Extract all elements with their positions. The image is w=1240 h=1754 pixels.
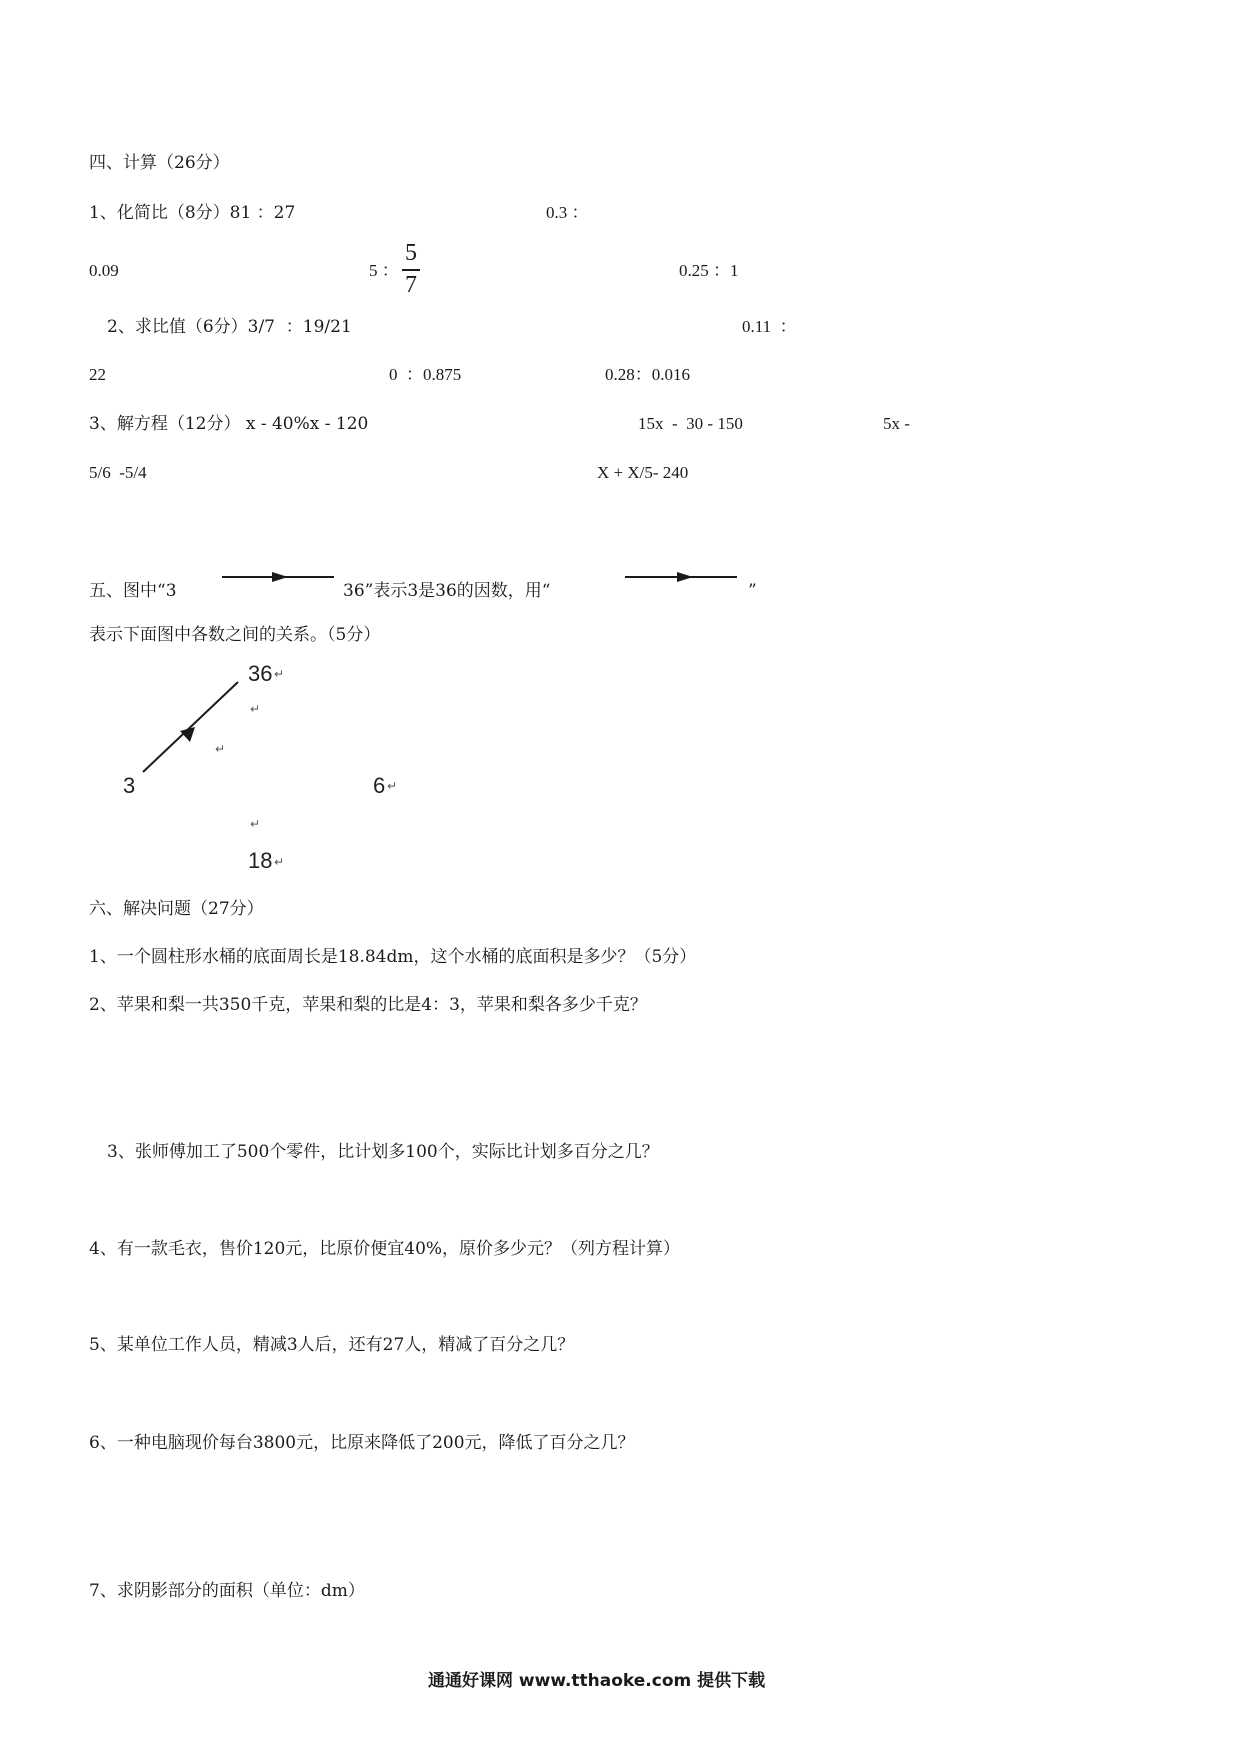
diagram-number-6: 6 bbox=[373, 773, 386, 798]
diagram-number-36: 36 bbox=[248, 661, 273, 686]
problem-3: 3、张师傅加工了500个零件，比计划多100个，实际比计划多百分之几？ bbox=[107, 1142, 659, 1162]
return-mark: ↵ bbox=[387, 779, 398, 793]
q1-label: 1、化简比（8分）81 ：27 bbox=[89, 203, 296, 223]
q3-item-d: 5/6 -5/4 bbox=[89, 463, 147, 482]
q3-item-b: 15x - 30 - 150 bbox=[638, 414, 743, 433]
return-mark: ↵ bbox=[215, 742, 226, 756]
problem-1: 1、一个圆柱形水桶的底面周长是18.84dm，这个水桶的底面积是多少？（5分） bbox=[89, 947, 697, 967]
q1-fraction-bar bbox=[402, 269, 420, 271]
section6-title: 六、解决问题（27分） bbox=[89, 899, 264, 919]
diagram-number-3: 3 bbox=[123, 773, 136, 798]
problem-7: 7、求阴影部分的面积（单位：dm） bbox=[89, 1581, 365, 1601]
q1-item-d: 5 ： bbox=[369, 261, 399, 280]
section5-line2: 表示下面图中各数之间的关系。（5分） bbox=[89, 625, 381, 645]
section4-title: 四、计算（26分） bbox=[89, 153, 230, 173]
q3-label: 3、解方程（12分） x - 40%x - 120 bbox=[89, 414, 369, 434]
return-mark: ↵ bbox=[250, 702, 261, 716]
q1-item-e: 0.25 ：1 bbox=[679, 261, 739, 280]
q3-item-c: 5x - bbox=[883, 414, 910, 433]
q2-item-e: 0.28：0.016 bbox=[605, 365, 690, 384]
q2-label: 2、求比值（6分）3/7 ：19/21 bbox=[107, 317, 352, 337]
q3-item-e: X + X/5- 240 bbox=[597, 463, 689, 482]
q2-item-b: 0.11 ： bbox=[742, 317, 797, 336]
diagram-number-18: 18 bbox=[248, 848, 273, 873]
notation-arrow-icon bbox=[625, 567, 745, 587]
q1-item-b: 0.3 ： bbox=[546, 203, 589, 222]
section5-line1-middle: 36”表示3是36的因数，用“ bbox=[343, 581, 551, 601]
return-mark: ↵ bbox=[250, 817, 261, 831]
return-mark: ↵ bbox=[274, 667, 285, 681]
q2-item-c: 22 bbox=[89, 365, 106, 384]
q1-fraction-numerator: 5 bbox=[405, 240, 417, 266]
section5-line1-start: 五、图中“3 bbox=[89, 581, 177, 601]
section5-line1-end: ” bbox=[748, 581, 757, 601]
problem-5: 5、某单位工作人员，精减3人后，还有27人，精减了百分之几？ bbox=[89, 1335, 575, 1355]
problem-4: 4、有一款毛衣，售价120元，比原价便宜40%，原价多少元？（列方程计算） bbox=[89, 1239, 681, 1259]
page-footer: 通通好课网 www.tthaoke.com 提供下载 bbox=[428, 1671, 766, 1691]
problem-6: 6、一种电脑现价每台3800元，比原来降低了200元，降低了百分之几？ bbox=[89, 1433, 635, 1453]
diagram-arrow-3-to-36 bbox=[140, 678, 250, 788]
q2-item-d: 0 ：0.875 bbox=[389, 365, 462, 384]
q1-fraction-denominator: 7 bbox=[405, 272, 417, 298]
problem-2: 2、苹果和梨一共350千克，苹果和梨的比是4：3，苹果和梨各多少千克？ bbox=[89, 995, 647, 1015]
q1-item-c: 0.09 bbox=[89, 261, 119, 280]
return-mark: ↵ bbox=[274, 855, 285, 869]
example-arrow-icon bbox=[222, 567, 342, 587]
